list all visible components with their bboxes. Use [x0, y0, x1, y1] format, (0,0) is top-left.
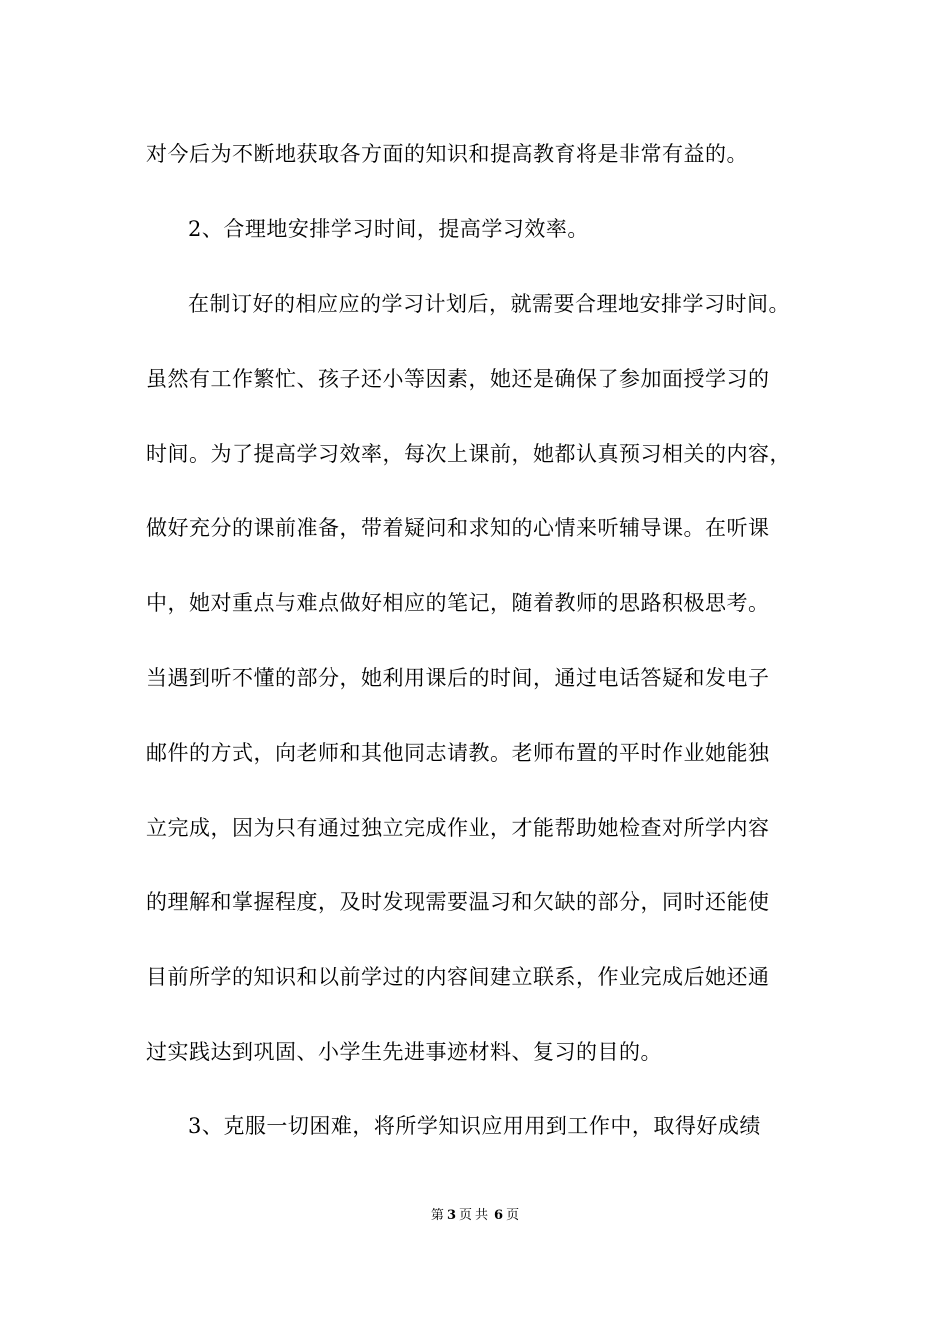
footer-page-word: 页	[458, 1208, 472, 1223]
text-line-3: 在制订好的相应应的学习计划后，就需要合理地安排学习时间。	[188, 292, 790, 316]
text-line-4: 虽然有工作繁忙、孩子还小等因素，她还是确保了参加面授学习的	[146, 367, 770, 391]
footer-total-word: 共	[475, 1208, 489, 1223]
text-line-10: 立完成，因为只有通过独立完成作业，才能帮助她检查对所学内容	[146, 816, 770, 840]
page-footer	[0, 1208, 950, 1224]
text-line-1: 对今后为不断地获取各方面的知识和提高教育将是非常有益的。	[146, 142, 748, 166]
text-line-13: 过实践达到巩固、小学生先进事迹材料、复习的目的。	[146, 1040, 662, 1064]
section-heading-2: 2、合理地安排学习时间，提高学习效率。	[188, 217, 589, 241]
section-heading-3: 3、克服一切困难，将所学知识应用用到工作中，取得好成绩	[188, 1114, 761, 1138]
footer-prefix: 第	[430, 1208, 444, 1223]
text-line-7: 中，她对重点与难点做好相应的笔记，随着教师的思路积极思考。	[146, 591, 770, 615]
text-line-12: 目前所学的知识和以前学过的内容间建立联系，作业完成后她还通	[146, 965, 770, 989]
text-line-8: 当遇到听不懂的部分，她利用课后的时间，通过电话答疑和发电子	[146, 666, 770, 690]
footer-page-word-2: 页	[506, 1208, 520, 1223]
footer-total-pages: 6	[494, 1208, 504, 1223]
text-line-5: 时间。为了提高学习效率，每次上课前，她都认真预习相关的内容，	[146, 442, 791, 466]
text-line-9: 邮件的方式，向老师和其他同志请教。老师布置的平时作业她能独	[146, 741, 770, 765]
text-line-11: 的理解和掌握程度，及时发现需要温习和欠缺的部分，同时还能使	[146, 890, 770, 914]
text-line-6: 做好充分的课前准备，带着疑问和求知的心情来听辅导课。在听课	[146, 516, 770, 540]
footer-current-page: 3	[446, 1208, 456, 1223]
